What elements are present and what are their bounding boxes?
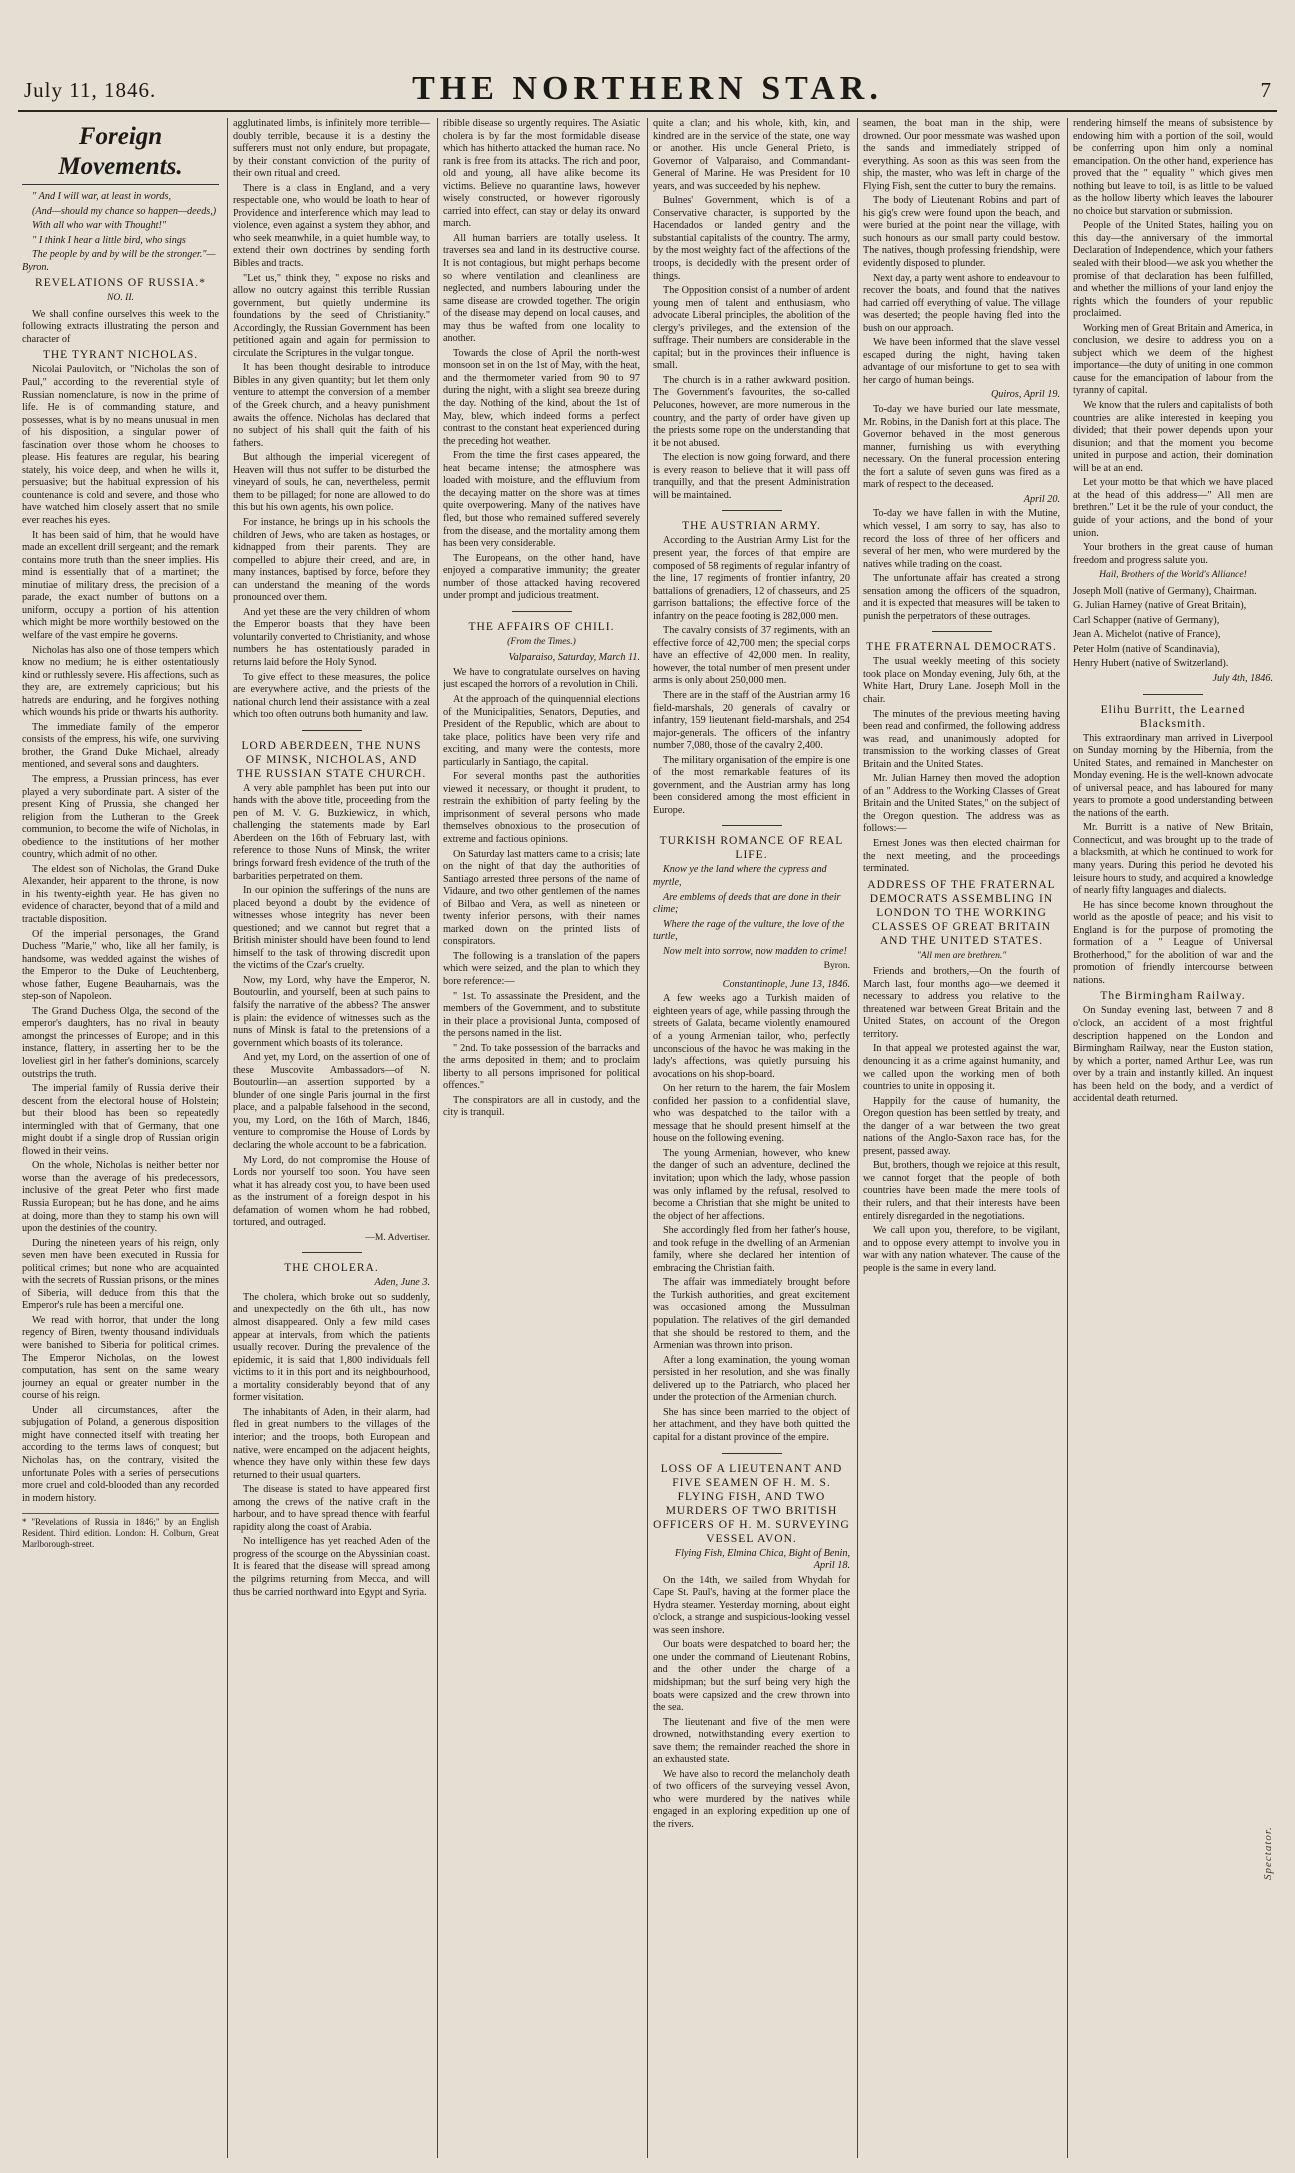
motto: Hail, Brothers of the World's Alliance! (1099, 569, 1247, 581)
article-headline: THE AFFAIRS OF CHILI. (468, 620, 615, 633)
verse-line: (And—should my chance so happen—deeds,) (32, 205, 217, 217)
article-headline: TURKISH ROMANCE OF REAL LIFE. (659, 835, 844, 862)
column-1 (22, 118, 219, 2158)
article-paragraph: But, brothers, though we rejoice at this result, we cannot forget that the people of both countries have been made the mere tools of their rulers, and that their interests have been entirely disregarded in the negotiations. (863, 1160, 1060, 1222)
article-headline: THE AUSTRIAN ARMY. (682, 520, 821, 533)
column-2 (233, 118, 430, 2158)
article-paragraph: Your brothers in the great cause of human freedom and progress salute you. (1073, 542, 1273, 566)
verse-line: " And I will war, at least in words, (32, 191, 171, 202)
article-paragraph: Nicolai Paulovitch, or "Nicholas the son of Paul," according to the reverential style of Russian nomenclature, is now in the prime of life. He is of commanding stature, and possesses, what is by no means unusual in men of his disposition, a singular power of fascination over those whom he chooses to please. His features are regular, his bearing stately, his voice deep, and when he wills it, persuasive; but the habitual expression of his countenance is cold and severe, and those who have watched him closely assert that no smile ever reaches his eyes. (22, 364, 219, 527)
article-paragraph: It has been said of him, that he would have made an excellent drill sergeant; and the remark contains more truth than the sneer implies. His mind is essentially that of a martinet; the minutiae of military dress, the precision of a parade, the exact number of buttons on a uniform, occupy a portion of his attention which might be more worthily bestowed on the welfare of the vast empire he governs. (22, 529, 219, 641)
article-paragraph: To-day we have buried our late messmate, Mr. Robins, in the Danish fort at this place. The Governor behaved in the most generous manner, furnishing us with everything necessary. On the funeral procession entering the fort a salute of seven guns was fired as a mark of respect to the deceased. (863, 404, 1060, 491)
article-paragraph: The body of Lieutenant Robins and part of his gig's crew were found upon the beach, and were buried at the point near the village, with such honours as our small party could bestow. The natives, though professing friendship, were evidently disposed to plunder. (863, 195, 1060, 270)
article-paragraph: The immediate family of the emperor consists of the empress, his wife, one surviving brother, the Grand Duke Michael, already mentioned, and several sons and daughters. (22, 721, 219, 771)
column-6 (1073, 118, 1273, 2158)
article-paragraph: " 1st. To assassinate the President, and the members of the Government, and to substitute in their place a provisional Junta, composed of the persons named in the list. (443, 990, 640, 1040)
article-paragraph: At the approach of the quinquennial elections of the Municipalities, Senators, Deputies, and President of the Republic, which are about to take place, politics have been very rife and exciting, and many were the contests, more particularly in Santiago, the capital. (443, 693, 640, 768)
article-paragraph: To-day we have fallen in with the Mutine, which vessel, I am sorry to say, has also to record the loss of three of her officers and several of her men, who were murdered by the natives while trading on the coast. (863, 508, 1060, 570)
divider (302, 1252, 362, 1253)
section-title: Foreign Movements. (22, 122, 219, 185)
dateline: Constantinople, June 13, 1846. (722, 978, 850, 990)
signatory: Jean A. Michelot (native of France), (1073, 629, 1221, 641)
article-paragraph: Working men of Great Britain and America, in conclusion, we desire to address you on a subject which we deem of the highest importance—the duty of uniting in one common cause for the emancipation of labour from the tyranny of capital. (1073, 322, 1273, 397)
article-paragraph: The inhabitants of Aden, in their alarm, had fled in great numbers to the villages of the interior; and the troops, both European and native, were encamped on the adjacent heights, whence they have only within these few days returned to their usual quarters. (233, 1406, 430, 1481)
column-3 (443, 118, 640, 2158)
masthead-title: THE NORTHERN STAR. (412, 70, 883, 107)
article-paragraph: The military organisation of the empire is one of the most remarkable features of its government, and the Austrian army has long been considered among the most efficient in Europe. (653, 754, 850, 816)
verse-line: Now melt into sorrow, now madden to crime! (663, 945, 847, 957)
dateline: July 4th, 1846. (1212, 672, 1273, 684)
article-headline: LORD ABERDEEN, THE NUNS OF MINSK, NICHOLAS, AND THE RUSSIAN STATE CHURCH. (236, 739, 427, 780)
article-paragraph: But although the imperial viceregent of Heaven will thus not suffer to be disturbed the vineyard of souls, he can, nevertheless, permit them to be pillaged; for none are allowed to do this but his own agents, his own police. (233, 452, 430, 514)
verse-line: Know ye the land where the cypress and myrtle, (653, 864, 827, 888)
article-paragraph: On Saturday last matters came to a crisis; late on the night of that day the authorities of Santiago arrested three persons of the name of Vidaure, and two other gentlemen of the names of Bilbao and Vera, as well as nineteen or twenty inferior persons, with their names marked down on the printed lists of conspirators. (443, 848, 640, 948)
signatory: Henry Hubert (native of Switzerland). (1073, 658, 1229, 670)
column-rule (437, 118, 438, 2158)
article-headline: The Birmingham Railway. (1100, 990, 1246, 1003)
article-paragraph: The election is now going forward, and there is every reason to believe that it will pass off tranquilly, and that the present Administration will be maintained. (653, 452, 850, 501)
article-paragraph: On her return to the harem, the fair Moslem confided her passion to a confidential slave, who was despatched to the tailor with a message that he should present himself at the house on the following evening. (653, 1083, 850, 1145)
article-paragraph: ribible disease so urgently requires. The Asiatic cholera is by far the most formidable disease which has hitherto attacked the human race. No rank is free from its attacks. The rich and poor, old and young, all have alike become its victims. Believe no quarantine laws, however wisely constructed, or however rigorously carried into effect, can stay or delay its onward march. (443, 118, 640, 230)
article-paragraph: On the 14th, we sailed from Whydah for Cape St. Paul's, having at the former place the Hydra steamer. Yesterday morning, about eight o'clock, a strange and suspicious-looking vessel was seen inshore. (653, 1574, 850, 1636)
page-number: 7 (1260, 78, 1271, 102)
article-paragraph: We have also to record the melancholy death of two officers of the surveying vessel Avon, who were murdered by the natives while engaged in an exploring expedition up one of the rivers. (653, 1768, 850, 1830)
column-rule (227, 118, 228, 2158)
article-paragraph: We know that the rulers and capitalists of both countries are alike interested in keeping you divided; that their power depends upon your disunion; and that the moment you become united in purpose and action, their domination will be at an end. (1073, 400, 1273, 474)
article-paragraph: The cholera, which broke out so suddenly, and unexpectedly on the 6th ult., has now almost disappeared. Only a few mild cases appear at intervals, from which the patients usually recover. During the prevalence of the epidemic, it is said that 1,800 individuals fell victims to it in this port and its neighbourhood, a mortality considerably beyond that of any former visitation. (233, 1291, 430, 1404)
column-rule (857, 118, 858, 2158)
article-paragraph: We have been informed that the slave vessel escaped during the night, having taken advantage of our misfortune to get to sea with her cargo of human beings. (863, 337, 1060, 386)
article-paragraph: Let your motto be that which we have placed at the head of this address—" All men are brethren." Let it be the rule of your conduct, the guide of your actions, and the bond of your union. (1073, 477, 1273, 539)
divider (302, 730, 362, 731)
dateline: Flying Fish, Elmina Chica, Bight of Benin, April 18. (674, 1547, 850, 1572)
column-rule (1067, 118, 1068, 2158)
article-paragraph: Towards the close of April the north-west monsoon set in on the 1st of May, with the heat, and the thermometer varied from 90 to 97 during the night, with a slight sea breeze during the day. Nothing of the kind, about the 1st of May, blew, which indeed forms a perfect contrast to the constant heat experienced during the preceding hot weather. (443, 347, 640, 447)
masthead-date: July 11, 1846. (24, 78, 157, 102)
article-paragraph: Bulnes' Government, which is of a Conservative character, is supported by the Hacendados or landed gentry and the substantial capitalists of the country. The army, by the most weighty fact of the affections of the troops, is decidedly with the present order of things. (653, 195, 850, 282)
verse-line: Are emblems of deeds that are done in their clime; (653, 891, 841, 916)
article-paragraph: She accordingly fled from her father's house, and took refuge in the dwelling of an Armenian family, where she declared her intention of embracing the Christian faith. (653, 1225, 850, 1274)
article-paragraph: The cavalry consists of 37 regiments, with an effective force of 42,700 men; the special corps have an effective of 42,000 men. In reality, however, the total number of men present under arms is only about 250,000 men. (653, 625, 850, 687)
divider (722, 510, 782, 511)
dateline: Valparaiso, Saturday, March 11. (508, 652, 640, 664)
article-paragraph: In that appeal we protested against the war, denouncing it as a crime against humanity, and we called upon the working men of both countries to unite in opposing it. (863, 1043, 1060, 1093)
article-paragraph: People of the United States, hailing you on this day—the anniversary of the immortal Declaration of Independence, which your fathers sealed with their blood—we ask you whether the promise of that declaration has been fulfilled, and whether the millions of your land enjoy the rights which the founders of your republic proclaimed. (1073, 220, 1273, 320)
article-paragraph: The church is in a rather awkward position. The Government's favourites, the so-called Pelucones, however, are more numerous in the country, and the party of order have given up the priests some rope on the understanding that it be not abused. (653, 374, 850, 449)
article-paragraph: The affair was immediately brought before the Turkish authorities, and great excitement was occasioned among the Mussulman population. The relatives of the girl demanded that she should be restored to them, and the Armenian was thrown into prison. (653, 1277, 850, 1352)
column-rule (647, 118, 648, 2158)
verse-line: With all who war with Thought!" (32, 220, 167, 232)
article-paragraph: agglutinated limbs, is infinitely more terrible—doubly terrible, because it is a destiny the sufferers must not only endure, but propagate, by their constant conviction of the purity of their own ritual and creed. (233, 118, 430, 180)
dateline: Aden, June 3. (374, 1277, 430, 1289)
article-paragraph: On Sunday evening last, between 7 and 8 o'clock, an accident of a most frightful description happened on the London and Birmingham Railway, near the Euston station, by which a porter, named Arthur Lee, was run over by a train and instantly killed. An inquest has been held on the body, and a verdict of accidental death returned. (1073, 1005, 1273, 1105)
article-paragraph: No intelligence has yet reached Aden of the progress of the scourge on the Abyssinian coast. It is feared that the disease will spread among the pilgrims returning from Mecca, and will thus be carried northward into Egypt and Syria. (233, 1536, 430, 1598)
article-paragraph: There is a class in England, and a very respectable one, who would be loath to hear of Providence and interference which may lead to violence, even against a system they abhor, and who seek meanwhile, in a quiet humble way, to extend their own doctrines by sending forth Bibles and tracts. (233, 182, 430, 270)
article-headline: ADDRESS OF THE FRATERNAL DEMOCRATS ASSEMBLING IN LONDON TO THE WORKING CLASSES OF GREAT BRITAIN AND THE UNITED STATES. (867, 878, 1056, 947)
article-paragraph: In our opinion the sufferings of the nuns are placed beyond a doubt by the evidence of witnesses whose integrity has never been questioned; and we cannot but regret that a British minister should have been found to lend himself to the task of throwing discredit upon the victims of the Czar's cruelty. (233, 885, 430, 972)
article-headline: LOSS OF A LIEUTENANT AND FIVE SEAMEN OF H. M. S. FLYING FISH, AND TWO MURDERS OF TWO BRITISH OFFICERS OF H. M. SURVEYING VESSEL AVON. (653, 1462, 850, 1545)
article-paragraph: The Europeans, on the other hand, have enjoyed a comparative immunity; the greater number of those attacked having recovered under prompt and judicious treatment. (443, 552, 640, 602)
verse-line: The people by and by will be the stronger."—Byron. (22, 249, 216, 273)
article-subhead: NO. II. (107, 292, 134, 304)
masthead (18, 70, 1277, 112)
article-paragraph: "Let us," think they, " expose no risks and allow no outcry against this terrible Russian government, but quietly undermine its foundations by the seed of Christianity." Accordingly, the Russian Government has been petitioned again and again for permission to circulate the Scriptures in the vulgar tongue. (233, 272, 430, 359)
article-paragraph: The usual weekly meeting of this society took place on Monday evening, July 6th, at the White Hart, Drury Lane. Joseph Moll in the chair. (863, 656, 1060, 705)
article-paragraph: rendering himself the means of subsistence by endowing him with a portion of the soil, would be conferring upon him only a nominal emancipation. On the other hand, experience has proved that the " equality " which gives men nothing but leave to toil, is as little to be valued as the hollow liberty which leaves the labourer no choice but starvation or submission. (1073, 118, 1273, 217)
signatory: G. Julian Harney (native of Great Britain), (1073, 600, 1247, 612)
article-headline: REVELATIONS OF RUSSIA.* (35, 277, 206, 290)
article-paragraph: Mr. Julian Harney then moved the adoption of an " Address to the Working Classes of Great Britain and the United States," on the subject of the Oregon question. The address was as follows:— (863, 773, 1060, 835)
article-paragraph: We read with horror, that under the long regency of Biren, twenty thousand individuals were banished to Siberia for political crimes. The Emperor Nicholas, on the lowest computation, has sent on the same weary journey an equal or greater number in the course of his reign. (22, 1314, 219, 1402)
article-paragraph: To give effect to these measures, the police are everywhere active, and the priests of the national church lend their assistance with a zeal which too often outruns both humanity and law. (233, 671, 430, 721)
article-paragraph: She has since been married to the object of her attachment, and they have both quitted the capital for a distant province of the empire. (653, 1406, 850, 1443)
dateline: April 20. (1023, 493, 1060, 505)
article-paragraph: Next day, a party went ashore to endeavour to recover the boats, and found that the natives had carried off everything of value. The village was deserted; the people having fled into the bush on our approach. (863, 272, 1060, 334)
article-paragraph: The following is a translation of the papers which were seized, and the plan to which they bore reference:— (443, 950, 640, 987)
article-paragraph: The lieutenant and five of the men were drowned, notwithstanding every exertion to save them; the remainder reached the shore in an exhausted state. (653, 1716, 850, 1766)
article-paragraph: And yet, my Lord, on the assertion of one of these Muscovite Ambassadors—of N. Boutourlin—an assertion supported by a blunder of one single Paris journal in the first place, and a palpable falsehood in the second, you, my Lord, on the 16th of March, 1846, venture to compromise the House of Lords by declaring the whole account to be a fabrication. (233, 1052, 430, 1152)
article-paragraph: The young Armenian, however, who knew the danger of such an adventure, declined the invitation; upon which the lady, whose passion was only inflamed by the refusal, resolved to become a Christian that she might be united to the object of her affections. (653, 1147, 850, 1222)
article-paragraph: Under all circumstances, after the subjugation of Poland, a generous disposition might have connected itself with treating her according to the terms laws of conquest; but Nicholas has, on the contrary, visited the unfortunate Poles with a series of persecutions more cruel and cold-blooded than any recorded in modern history. (22, 1404, 219, 1504)
article-paragraph: The conspirators are all in custody, and the city is tranquil. (443, 1094, 640, 1119)
article-headline: Elihu Burritt, the Learned Blacksmith. (1100, 703, 1246, 730)
divider (512, 611, 572, 612)
column-5 (863, 118, 1060, 2158)
signature: —M. Advertiser. (365, 1231, 430, 1243)
divider (932, 631, 992, 632)
article-paragraph: Now, my Lord, why have the Emperor, N. Boutourlin, and yourself, been at such pains to falsify the narrative of the abbess? The answer is plain: the evidence of witnesses such as the nuns of Minsk is fatal to the pretensions of a government which boasts of its tolerance. (233, 974, 430, 1049)
article-paragraph: Mr. Burritt is a native of New Britain, Connecticut, and was brought up to the trade of a blacksmith, at which he continued to work for many years. During this period he devoted his leisure hours to study, and acquired a knowledge of nearly fifty languages and dialects. (1073, 822, 1273, 897)
article-paragraph: The empress, a Prussian princess, has ever played a very subordinate part. A sister of the present King of Prussia, she changed her religion from the Lutheran to the Greek communion, to become the wife of Nicholas, in obedience to the institutions of her mother country, which admit of no other. (22, 773, 219, 861)
article-paragraph: During the nineteen years of his reign, only seven men have been executed in Russia for political crimes; but none who are acquainted with the secrets of Russian prisons, or the mines of Siberia, will deduce from this that the Emperor's rule has been a merciful one. (22, 1237, 219, 1312)
article-paragraph: For several months past the authorities viewed it necessary, or thought it prudent, to restrain the exhibition of party feeling by the imprisonment of several persons who made themselves obnoxious to the prosecution of extreme and factious opinions. (443, 771, 640, 845)
article-paragraph: The disease is stated to have appeared first among the crews of the native craft in the harbour, and to have spread thence with fearful rapidity along the coast of Arabia. (233, 1484, 430, 1533)
divider (1143, 694, 1203, 695)
article-paragraph: According to the Austrian Army List for the present year, the forces of that empire are composed of 58 regiments of regular infantry of the line, 17 regiments of frontier infantry, 20 battalions of grenadiers, 12 of chasseurs, and 25 garrison battalions; the effective force of the infantry on the peace footing is 282,000 men. (653, 535, 850, 622)
divider (722, 825, 782, 826)
article-paragraph: He has since become known throughout the world as the apostle of peace; and his visit to England is for the purpose of promoting the formation of a " League of Universal Brotherhood," for the abolition of war and the promotion of friendly intercourse between nations. (1073, 899, 1273, 986)
article-paragraph: The unfortunate affair has created a strong sensation among the officers of the squadron, and it is expected that measures will be taken to punish the perpetrators of these outrages. (863, 573, 1060, 622)
article-paragraph: Nicholas has also one of those tempers which know no medium; he is either ostentatiously kind or ruthlessly severe. His affections, such as they are, are extremely capricious; but his hatreds are enduring, and he forgives nothing which wounds his pride or thwarts his authority. (22, 644, 219, 719)
motto: "All men are brethren." (916, 949, 1007, 961)
article-paragraph: All human barriers are totally useless. It traverses sea and land in its destructive course. It is not contagious, but might perhaps become so where ventilation and cleanliness are neglected, and numbers labouring under the same disease are crowded together. The origin of the disease may depend on local causes, and may thus be wafted from one locality to another. (443, 232, 640, 345)
article-headline: THE FRATERNAL DEMOCRATS. (866, 641, 1057, 654)
divider (722, 1453, 782, 1454)
column-4 (653, 118, 850, 2158)
article-headline: THE CHOLERA. (284, 1262, 379, 1275)
article-paragraph: Of the imperial personages, the Grand Duchess "Marie," who, like all her family, is handsome, was wedded against the wishes of the Emperor to the Duke of Leuchtenberg, whose father, Eugene Beauharnais, was the step-son of Napoleon. (22, 928, 219, 1003)
article-paragraph: Ernest Jones was then elected chairman for the next meeting, and the proceedings terminated. (863, 837, 1060, 875)
article-paragraph: The Opposition consist of a number of ardent young men of talent and enthusiasm, who advocate Liberal principles, the abolition of the clergy's privileges, and the extension of the suffrage. Their numbers are considerable in the capital; but in the provinces their influence is small. (653, 285, 850, 372)
margin-note: Spectator. (1262, 1826, 1274, 1880)
article-paragraph: seamen, the boat man in the ship, were drowned. Our poor messmate was washed upon the sands and immediately stripped of everything. As soon as this was seen from the ship, the master, who was left in charge of the Flying Fish, sent the cutter to bury the remains. (863, 118, 1060, 192)
article-paragraph: Our boats were despatched to board her; the one under the command of Lieutenant Robins, and the other under the charge of a midshipman; but the surf being very high the boats were capsized and the crew thrown into the sea. (653, 1639, 850, 1714)
verse-line: " I think I hear a little bird, who sings (32, 234, 186, 246)
article-paragraph: quite a clan; and his whole, kith, kin, and kindred are in the service of the state, one way or another. His uncle General Prieto, is Governor of Valparaiso, and Commandant-General of Marine. He was President for 10 years, and was succeeded by his nephew. (653, 118, 850, 192)
article-paragraph: A few weeks ago a Turkish maiden of eighteen years of age, while passing through the streets of Galata, became violently enamoured of a young Armenian tailor, who, perfectly unconscious of the havoc he was making in the lady's affections, was quietly pursuing his avocations on his shop-board. (653, 993, 850, 1080)
article-subhead: (From the Times.) (507, 635, 576, 647)
verse-line: Where the rage of the vulture, the love of the turtle, (653, 918, 845, 943)
article-paragraph: Happily for the cause of humanity, the Oregon question has been settled by treaty, and the danger of a war between the two great nations of the Anglo-Saxon race has, for the present, passed away. (863, 1095, 1060, 1157)
article-paragraph: It has been thought desirable to introduce Bibles in any given quantity; but let them only venture to attempt the conversion of a member of the Greek church, and a heavy punishment awaits the offence. Nicholas has declared that no subject of his shall quit the faith of his fathers. (233, 362, 430, 449)
article-paragraph: On the whole, Nicholas is neither better nor worse than the average of his predecessors, inclusive of the great Peter who first made Russia European; but he has done, and he aims at doing, more than they to stamp his own will upon the destinies of the country. (22, 1160, 219, 1235)
signatory: Peter Holm (native of Scandinavia), (1073, 643, 1220, 655)
footnote: * "Revelations of Russia in 1846;" by an English Resident. Third edition. London: H. Colburn, Great Marlborough-street. (22, 1513, 219, 1550)
article-paragraph: We shall confine ourselves this week to the following extracts illustrating the person and character of (22, 308, 219, 345)
article-paragraph: My Lord, do not compromise the House of Lords nor yourself too soon. You have seen what it has already cost you, to have been used as the instrument of a foreign despot in his defamation of women whom he had robbed, tortured, and outraged. (233, 1154, 430, 1229)
article-paragraph: We call upon you, therefore, to be vigilant, and to oppose every attempt to involve you in war with any nation whatever. The cause of the people is the same in every land. (863, 1225, 1060, 1274)
article-paragraph: After a long examination, the young woman persisted in her resolution, and she was finally delivered up to the Patriarch, who placed her under the protection of the Armenian church. (653, 1354, 850, 1404)
article-paragraph: A very able pamphlet has been put into our hands with the above title, proceeding from the pen of M. V. G. Buzkiewicz, in which, challenging the statements made by Earl Aberdeen on the 16th of February last, with reference to those Nuns of Minsk, the writer brings forward fresh evidence of the truth of the barbarities perpetrated on them. (233, 782, 430, 882)
signatory: Carl Schapper (native of Germany), (1073, 614, 1220, 626)
article-paragraph: This extraordinary man arrived in Liverpool on Sunday morning by the Hibernia, from the United States, and remained in Manchester on Monday evening. He is the well-known advocate of universal peace, and has laboured for many years to promote a good understanding between the nations of the earth. (1073, 732, 1273, 819)
article-paragraph: The Grand Duchess Olga, the second of the emperor's daughters, has no rival in beauty amongst the princesses of Europe; and in this instance, flattery, in asserting her to be the loveliest girl in her father's dominions, scarcely outstrips the truth. (22, 1005, 219, 1080)
article-subhead: THE TYRANT NICHOLAS. (42, 349, 199, 362)
article-paragraph: We have to congratulate ourselves on having just escaped the horrors of a revolution in Chili. (443, 666, 640, 691)
article-paragraph: There are in the staff of the Austrian army 16 field-marshals, 20 generals of cavalry or infantry, 159 lieutenant field-marshals, and 254 major-generals. The officers of the infantry number 7,080, those of the cavalry 2,400. (653, 689, 850, 752)
article-paragraph: For instance, he brings up in his schools the children of Jews, who are taken as hostages, or kidnapped from their parents. They are compelled to abjure their creed, and are, in many instances, baptised by force, before they can understand the meaning of the words pronounced over them. (233, 516, 430, 604)
article-paragraph: The imperial family of Russia derive their descent from the electoral house of Holstein; but their blood has been so repeatedly intermingled with that of Germany, that one might doubt if a single drop of Russian origin flowed in their veins. (22, 1083, 219, 1157)
article-paragraph: The minutes of the previous meeting having been read and confirmed, the following address was read, and unanimously adopted for transmission to the working classes of Great Britain and the United States. (863, 708, 1060, 770)
signatory: Joseph Moll (native of Germany), Chairman. (1073, 585, 1257, 597)
article-paragraph: Friends and brothers,—On the fourth of March last, four months ago—we deemed it necessary to address you relative to the threatened war between Great Britain and the United States, on account of the Oregon territory. (863, 966, 1060, 1040)
article-paragraph: " 2nd. To take possession of the barracks and the arms deposited in them; and to proclaim liberty to all persons imprisoned for political offences." (443, 1042, 640, 1092)
dateline: Quiros, April 19. (990, 389, 1060, 401)
article-paragraph: The eldest son of Nicholas, the Grand Duke Alexander, heir apparent to the throne, is now in his twenty-eighth year. He has given no evidence of character, beyond that of a mild and tractable disposition. (22, 863, 219, 925)
article-paragraph: From the time the first cases appeared, the heat became intense; the atmosphere was loaded with moisture, and the effluvium from the decaying matter on the shore was at times quite overpowering. Many of the natives have fled, but those who remained suffered severely from the disease, and the mortality among them has been very considerable. (443, 450, 640, 550)
verse-attribution: Byron. (823, 960, 850, 972)
article-paragraph: And yet these are the very children of whom the Emperor boasts that they have been voluntarily converted to Christianity, and whose numbers he has ostentatiously paraded in returns laid before the Holy Synod. (233, 606, 430, 668)
